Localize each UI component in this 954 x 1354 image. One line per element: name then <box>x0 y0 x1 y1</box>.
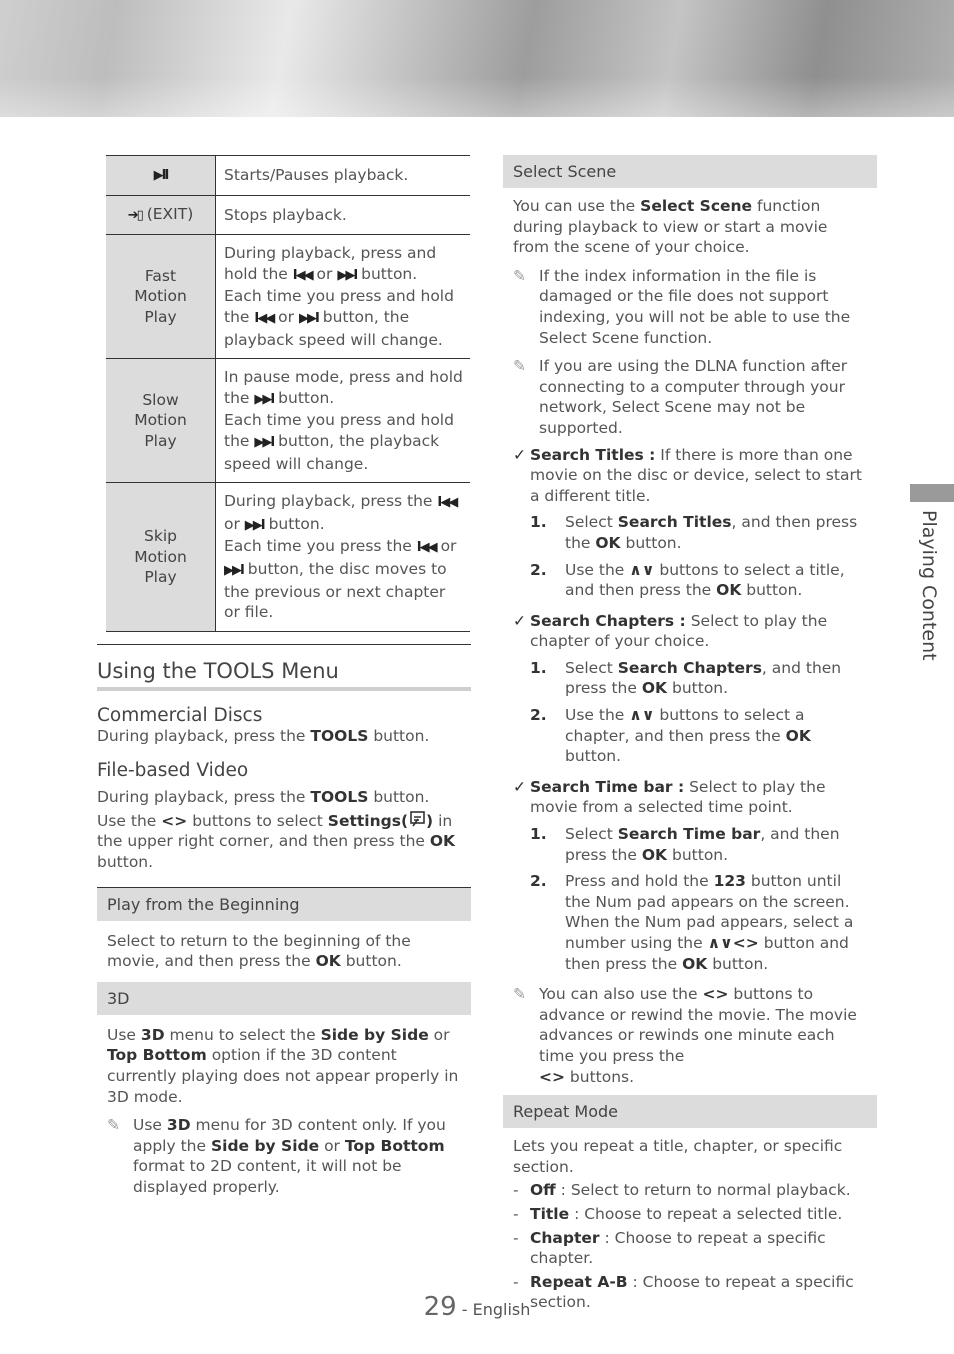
left-right-icon: <> <box>539 1067 565 1086</box>
side-tab-label: Playing Content <box>918 510 940 661</box>
step: 1. Select Search Time bar, and then press the OK button. <box>530 825 840 864</box>
list-item: - Chapter : Choose to repeat a specific chapter. <box>513 1228 826 1268</box>
left-column <box>97 155 471 1206</box>
note: ✎ If the index information in the file is damaged or the file does not support indexing, you will not be able to use the Select Scene function. <box>513 266 851 347</box>
filebased-settings-text: Use the <> buttons to select Settings( ) in the upper right corner, and then press the OK button. <box>97 811 456 872</box>
note: ✎ If you are using the DLNA function after connecting to a computer through your network, Select Scene may not be supported. <box>513 357 848 437</box>
list-item: - Repeat A-B : Choose to repeat a specific section. <box>513 1272 854 1312</box>
previous-icon: I◀◀ <box>254 310 274 326</box>
table-cell: In pause mode, press and hold the ▶▶I button. Each time you press and hold the ▶▶I button, the playback speed will change. <box>216 359 471 483</box>
next-icon: ▶▶I <box>254 391 274 407</box>
subheading-filebased: File-based Video <box>97 760 249 782</box>
check-icon: ✓ <box>513 611 526 630</box>
settings-icon <box>408 811 426 828</box>
three-d-text: Use 3D menu to select the Side by Side or Top Bottom option if the 3D content currently playing does not appear properly in 3D mode. ✎ Use 3D menu for 3D content only. If you apply the Side by Side or Top Bottom format to 2D content, it will not be displayed properly. <box>97 1015 471 1206</box>
table-row <box>106 235 470 359</box>
previous-icon: I◀◀ <box>292 267 312 283</box>
table-cell: Starts/Pauses playback. <box>216 156 471 196</box>
up-down-icon: ∧∨ <box>629 706 655 725</box>
next-icon: ▶▶I <box>224 562 243 578</box>
table-cell: Stops playback. <box>216 195 471 235</box>
table-key <box>106 195 216 235</box>
left-right-icon: <> <box>161 811 188 830</box>
side-tab-marker <box>910 484 954 502</box>
check-icon: ✓ <box>513 777 526 796</box>
next-icon: ▶▶I <box>254 434 274 450</box>
up-down-icon: ∧∨ <box>629 560 655 579</box>
exit-icon: ➔▯ <box>127 207 142 223</box>
section-bar-select-scene: Select Scene <box>503 155 877 188</box>
note-icon: ✎ <box>513 266 526 285</box>
search-time-bar-item: ✓ Search Time bar : Select to play the movie from a selected time point. <box>513 777 826 817</box>
section-title-tools: Using the TOOLS Menu <box>97 644 471 691</box>
step: 1. Select Search Titles, and then press the OK button. <box>530 513 858 552</box>
section-bar-3d: 3D <box>97 982 471 1015</box>
table-key: Skip Motion Play <box>106 483 216 632</box>
section-bar-repeat-mode: Repeat Mode <box>503 1095 877 1128</box>
header-banner <box>0 0 954 117</box>
note: ✎ You can also use the <> buttons to advance or rewind the movie. The movie advances or rewinds one minute each time you press the <> buttons. <box>513 985 857 1086</box>
playback-controls-table <box>106 155 470 632</box>
note-icon: ✎ <box>513 985 526 1004</box>
table-row <box>106 359 470 483</box>
right-column <box>503 155 877 1313</box>
page-footer <box>0 1292 954 1322</box>
select-scene-intro: You can use the Select Scene function during playback to view or start a movie from the scene of your choice. <box>513 197 828 257</box>
table-row <box>106 483 470 632</box>
table-key: Slow Motion Play <box>106 359 216 483</box>
arrows-icon: ∧∨<> <box>707 934 759 952</box>
step: 2. Press and hold the 123 button until the Num pad appears on the screen. When the Num pad appears, select a number using the ∧∨<> button and then press the OK button. <box>530 872 854 973</box>
check-icon: ✓ <box>513 445 526 464</box>
section-bar-play-from-beginning: Play from the Beginning <box>97 887 471 921</box>
step: 1. Select Search Chapters, and then press the OK button. <box>530 658 842 698</box>
table-cell: During playback, press the I◀◀ or ▶▶I button. Each time you press the I◀◀ or ▶▶I button, the disc moves to the previous or next chapter or file. <box>216 483 471 632</box>
exit-label: (EXIT) <box>146 204 194 223</box>
page-number: 29 <box>423 1292 457 1322</box>
search-chapters-item: ✓ Search Chapters : Select to play the chapter of your choice. <box>513 611 828 651</box>
table-row <box>106 195 470 235</box>
note-icon: ✎ <box>107 1116 120 1135</box>
select-scene-body <box>503 188 877 1087</box>
repeat-mode-body <box>503 1128 877 1313</box>
play-pause-icon: ▶II <box>106 156 216 196</box>
previous-icon: I◀◀ <box>437 495 457 511</box>
note-icon: ✎ <box>513 357 526 376</box>
left-right-icon: <> <box>702 985 729 1004</box>
next-icon: ▶▶I <box>337 267 357 283</box>
table-cell: During playback, press and hold the I◀◀ or ▶▶I button. Each time you press and hold the I◀◀ or ▶▶I button, the playback speed will change. <box>216 235 471 359</box>
list-item: - Title : Choose to repeat a selected title. <box>513 1204 843 1223</box>
step: 2. Use the ∧∨ buttons to select a title, and then press the OK button. <box>530 560 845 600</box>
previous-icon: I◀◀ <box>416 540 436 556</box>
next-icon: ▶▶I <box>298 310 318 326</box>
table-row <box>106 156 470 196</box>
note: ✎ Use 3D menu for 3D content only. If you apply the Side by Side or Top Bottom format to 2D content, it will not be displayed properly. <box>107 1116 446 1196</box>
subheading-commercial: Commercial Discs <box>97 704 263 726</box>
repeat-intro: Lets you repeat a title, chapter, or specific section. <box>513 1137 843 1176</box>
search-titles-item: ✓ Search Titles : If there is more than one movie on the disc or device, select to start a different title. <box>513 445 862 505</box>
play-from-beginning-text: Select to return to the beginning of the movie, and then press the OK button. <box>107 931 411 971</box>
commercial-text: During playback, press the TOOLS button. <box>97 726 430 745</box>
footer-language: - English <box>461 1300 531 1319</box>
table-key: Fast Motion Play <box>106 235 216 359</box>
filebased-text: During playback, press the TOOLS button. <box>97 788 430 807</box>
next-icon: ▶▶I <box>244 517 264 533</box>
step: 2. Use the ∧∨ buttons to select a chapter, and then press the OK button. <box>530 706 811 766</box>
list-item: - Off : Select to return to normal playback. <box>513 1181 851 1200</box>
